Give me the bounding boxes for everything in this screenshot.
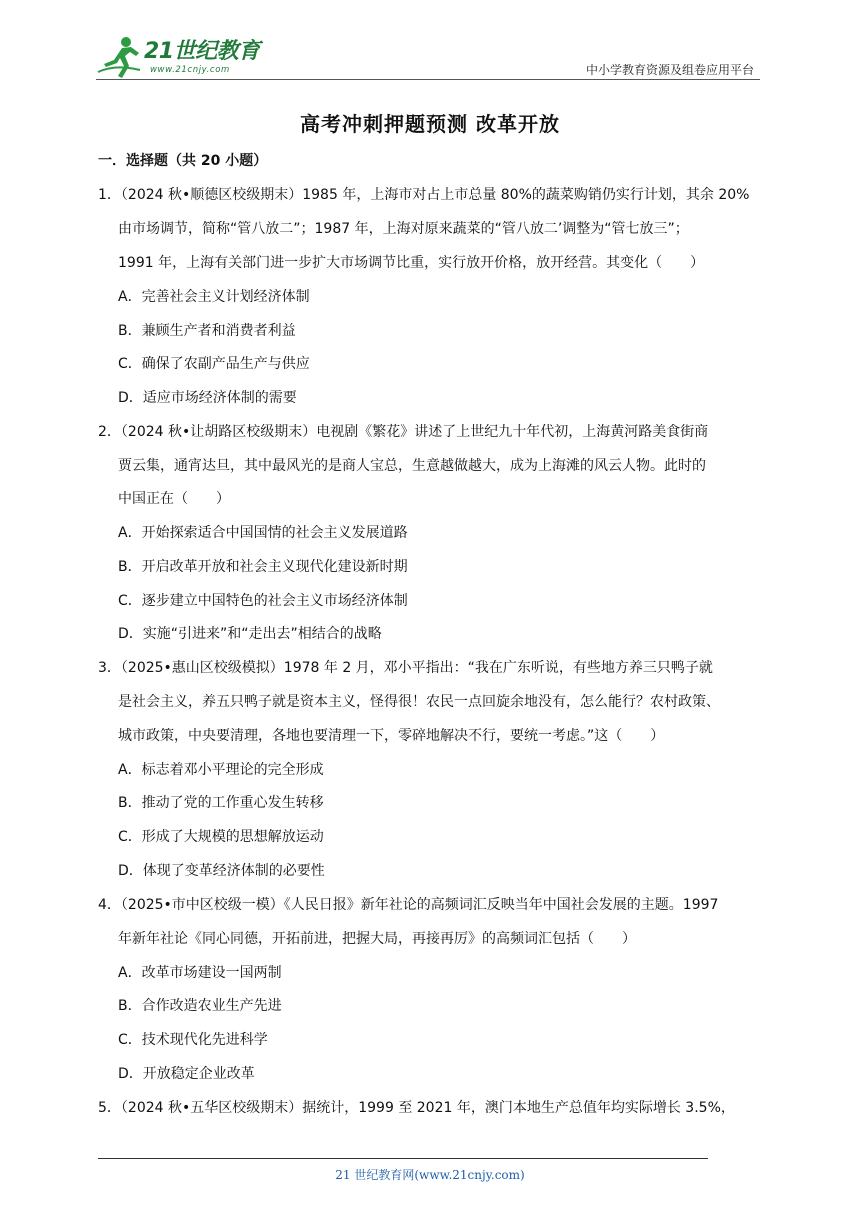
question-4-line-2: 年新年社论《同心同德，开拓前进，把握大局，再接再厉》的高频词汇包括（ ） — [118, 931, 636, 947]
question-4-line-1: 4．（2025•市中区校级一模）《人民日报》新年社论的高频词汇反映当年中国社会发展的主题。1997 — [98, 897, 719, 913]
question-1-option-b: B．兼顾生产者和消费者利益 — [118, 323, 296, 339]
question-1-option-d: D．适应市场经济体制的需要 — [118, 390, 297, 406]
section-heading: 一．选择题（共 20 小题） — [98, 153, 268, 169]
footer-divider — [98, 1158, 708, 1159]
question-2-line-2: 贾云集，通宵达旦，其中最风光的是商人宝总，生意越做越大，成为上海滩的风云人物。此时的 — [118, 458, 706, 474]
header-divider — [96, 79, 760, 80]
question-3-option-c: C．形成了大规模的思想解放运动 — [118, 829, 324, 845]
question-2-option-d: D．实施“引进来”和“走出去”相结合的战略 — [118, 626, 382, 642]
question-2-line-3: 中国正在（ ） — [118, 491, 230, 507]
page-title: 高考冲刺押题预测 改革开放 — [300, 112, 560, 136]
platform-name: 中小学教育资源及组卷应用平台 — [585, 63, 754, 77]
question-2-option-c: C．逐步建立中国特色的社会主义市场经济体制 — [118, 593, 408, 609]
question-3-line-2: 是社会主义，养五只鸭子就是资本主义，怪得很！农民一点回旋余地没有，怎么能行？农村政策、 — [118, 694, 720, 710]
question-1-line-3: 1991 年，上海有关部门进一步扩大市场调节比重，实行放开价格，放开经营。其变化（ ） — [118, 255, 705, 271]
question-1-line-1: 1．（2024 秋•顺德区校级期末）1985 年，上海市对占上市总量 80%的蔬菜购销仍实行计划，其余 20% — [98, 187, 750, 203]
logo-text: 21世纪教育 — [144, 39, 260, 64]
question-1-option-c: C．确保了农副产品生产与供应 — [118, 356, 310, 372]
question-3-option-d: D．体现了变革经济体制的必要性 — [118, 863, 325, 879]
question-4-option-c: C．技术现代化先进科学 — [118, 1032, 268, 1048]
question-1-line-2: 由市场调节，简称“管八放二”；1987 年，上海对原来蔬菜的“管八放二’调整为“管七放三”； — [118, 221, 689, 237]
question-4-option-b: B．合作改造农业生产先进 — [118, 998, 282, 1014]
question-5-line-1: 5．（2024 秋•五华区校级期末）据统计，1999 至 2021 年，澳门本地生产总值年均实际增长 3.5%， — [98, 1100, 735, 1116]
runner-logo-icon — [96, 34, 146, 80]
question-3-option-b: B．推动了党的工作重心发生转移 — [118, 795, 324, 811]
question-4-option-d: D．开放稳定企业改革 — [118, 1066, 255, 1082]
question-3-option-a: A．标志着邓小平理论的完全形成 — [118, 762, 324, 778]
question-1-option-a: A．完善社会主义计划经济体制 — [118, 289, 310, 305]
question-4-option-a: A．改革市场建设一国两制 — [118, 965, 282, 981]
logo-url: www.21cnjy.com — [150, 65, 230, 75]
question-3-line-1: 3．（2025•惠山区校级模拟）1978 年 2 月，邓小平指出：“我在广东听说，有些地方养三只鸭子就 — [98, 660, 713, 676]
question-2-line-1: 2．（2024 秋•让胡路区校级期末）电视剧《繁花》讲述了上世纪九十年代初，上海黄河路美食街商 — [98, 424, 709, 440]
page-header — [96, 30, 760, 82]
question-3-line-3: 城市政策，中央要清理，各地也要清理一下，零碎地解决不行，要统一考虑。”这（ ） — [118, 728, 665, 744]
question-2-option-b: B．开启改革开放和社会主义现代化建设新时期 — [118, 559, 408, 575]
logo — [96, 34, 266, 80]
question-2-option-a: A．开始探索适合中国国情的社会主义发展道路 — [118, 525, 408, 541]
page-footer: 21 世纪教育网(www.21cnjy.com) — [335, 1168, 525, 1182]
